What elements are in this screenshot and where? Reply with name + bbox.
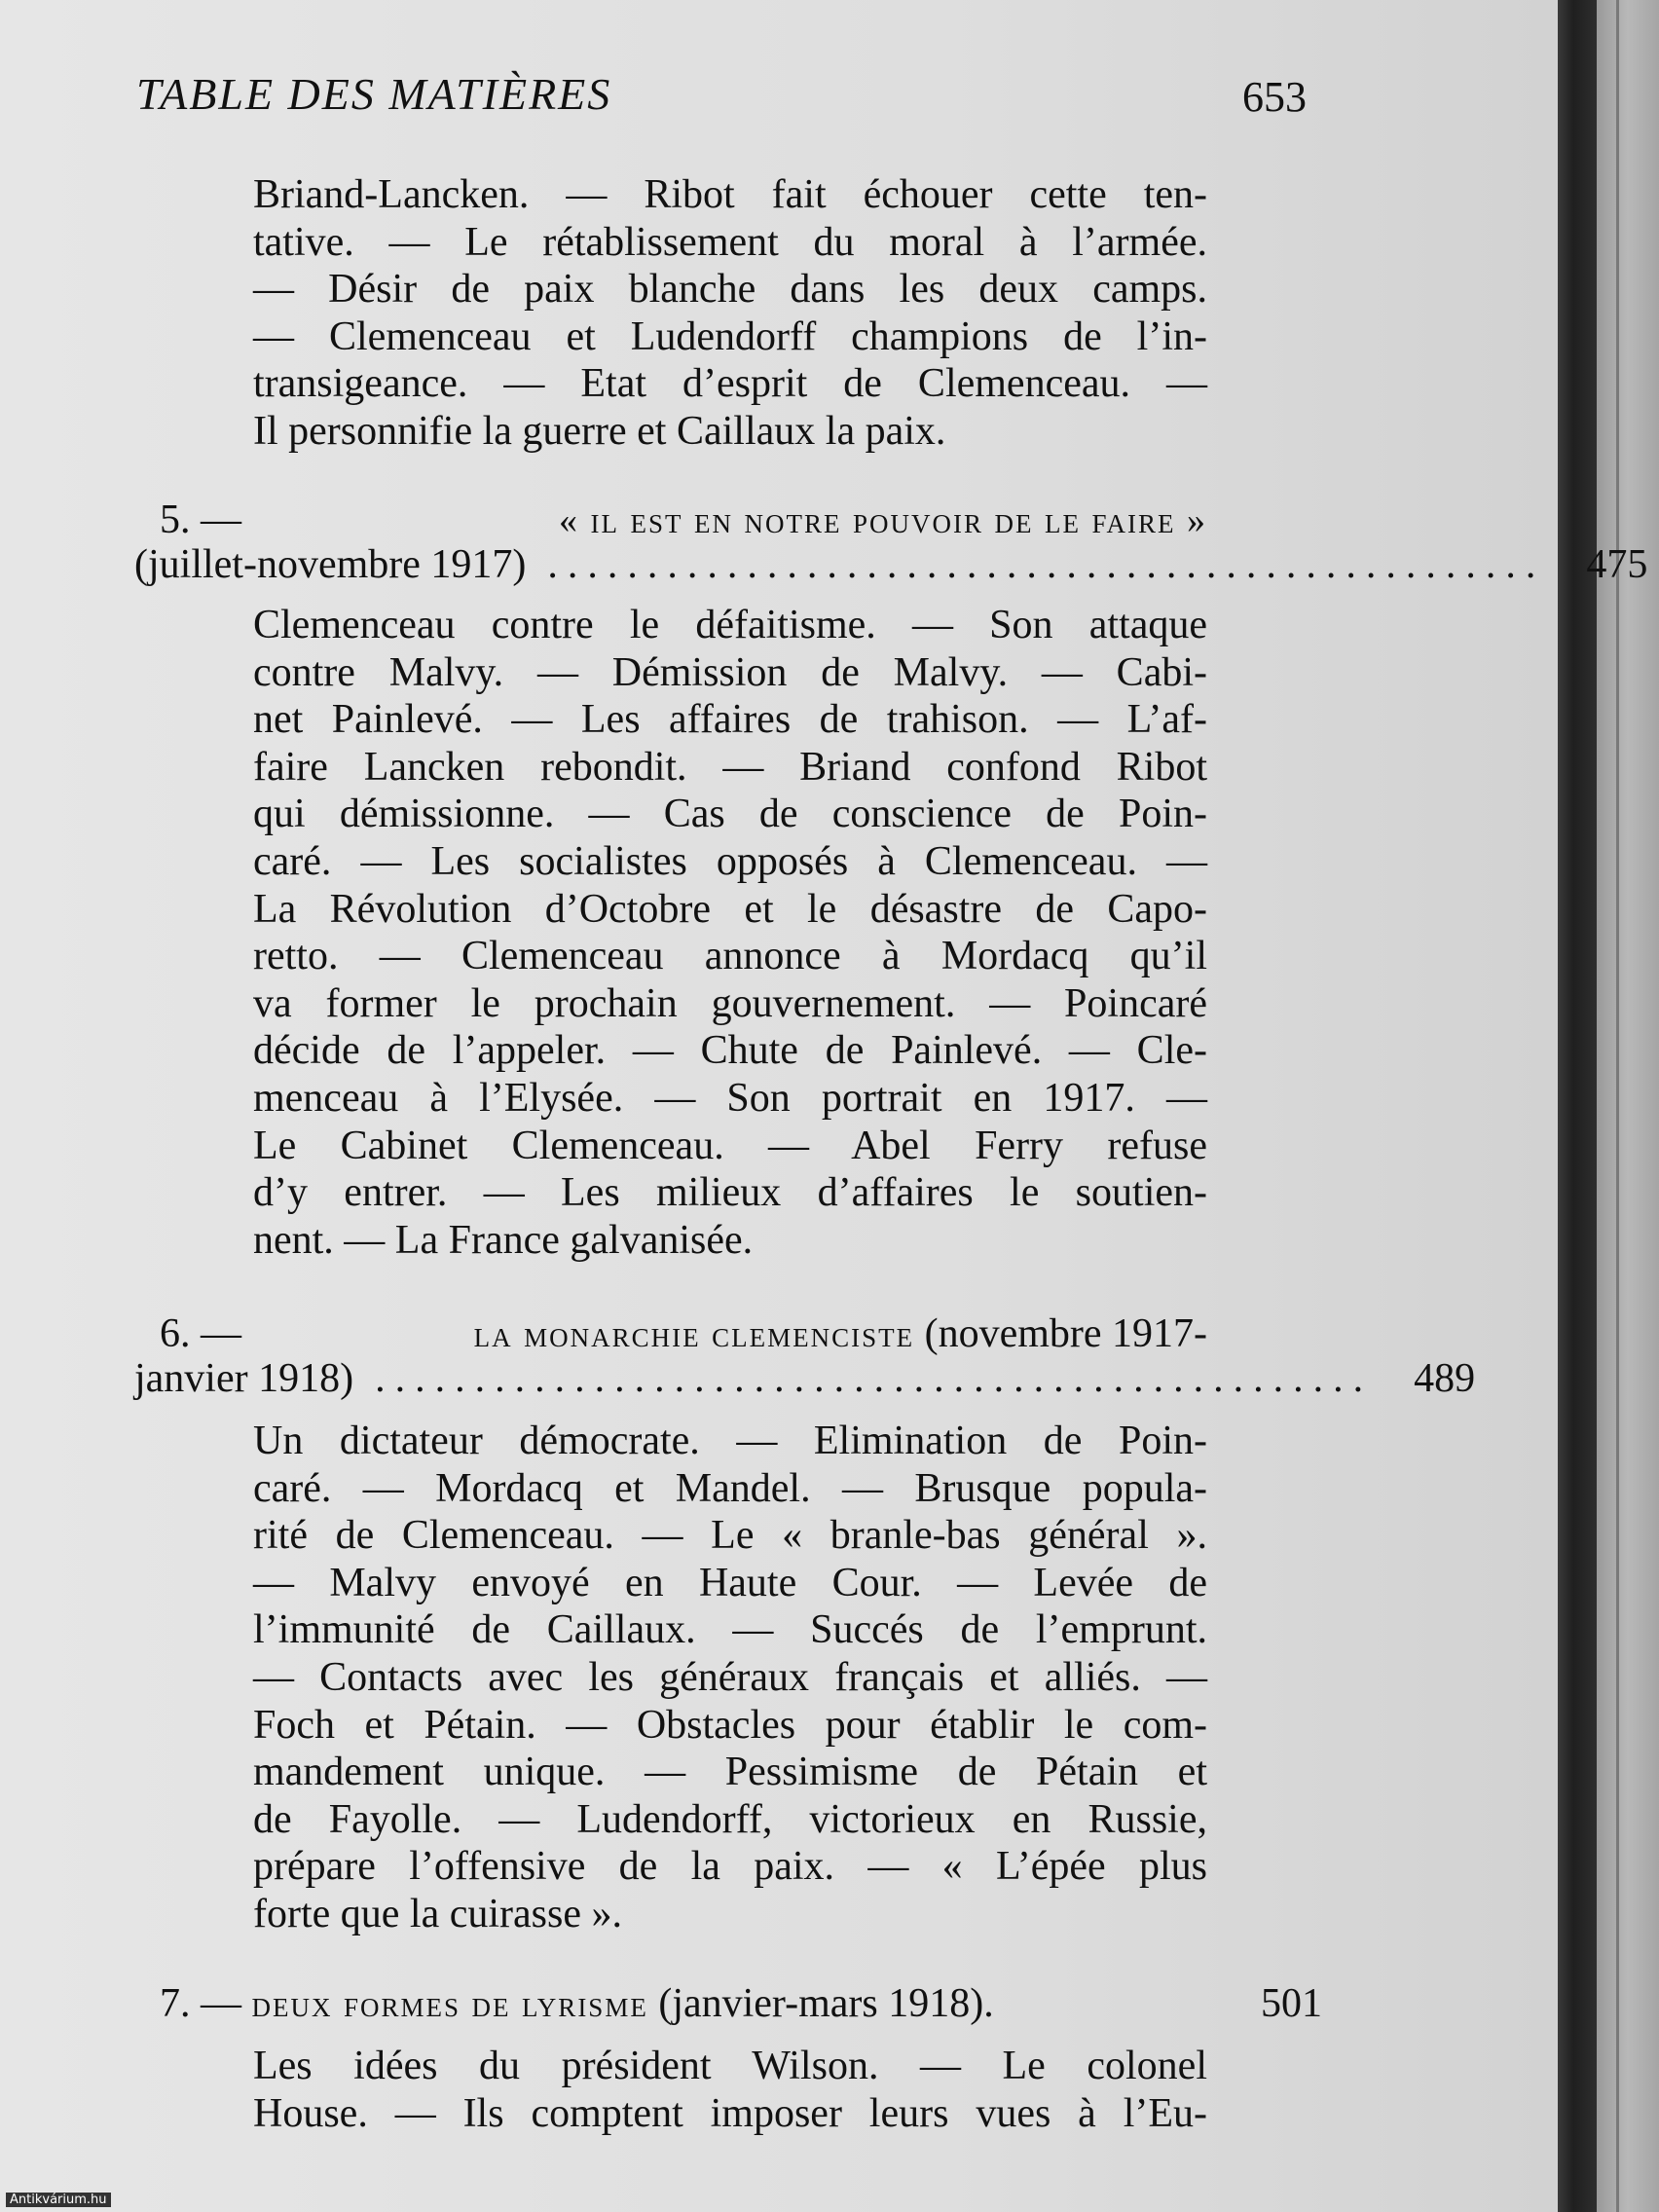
chapter-6-title: la monarchie clemenciste bbox=[473, 1314, 915, 1355]
summary-line: caré. — Les socialistes opposés à Clemenceau. — bbox=[253, 838, 1207, 884]
summary-line: contre Malvy. — Démission de Malvy. — Cabi- bbox=[253, 649, 1207, 695]
chapter-6-page: 489 bbox=[1414, 1356, 1476, 1401]
chapter-7-heading bbox=[160, 1980, 1322, 2027]
chapter-6-number: 6. — bbox=[160, 1311, 241, 1356]
chapter-5-title: « il est en notre pouvoir de le faire » bbox=[559, 500, 1207, 541]
chapter-6-dates-start: (novembre 1917- bbox=[924, 1311, 1207, 1356]
chapter-5-dates-row bbox=[134, 541, 1648, 588]
chapter-6-heading bbox=[160, 1310, 1207, 1357]
summary-line: rité de Clemenceau. — Le « branle-bas général ». bbox=[253, 1513, 1207, 1559]
summary-line: menceau à l’Elysée. — Son portrait en 1917. — bbox=[253, 1075, 1207, 1121]
summary-line: faire Lancken rebondit. — Briand confond Ribot bbox=[253, 744, 1207, 790]
summary-line: net Painlevé. — Les affaires de trahison. — L’af- bbox=[253, 697, 1207, 743]
summary-line: — Désir de paix blanche dans les deux camps. bbox=[253, 267, 1207, 313]
summary-line: l’immunité de Caillaux. — Succés de l’emprunt. bbox=[253, 1607, 1207, 1653]
chapter-5-summary bbox=[253, 602, 1207, 1264]
dot-leader: .................................................. bbox=[547, 542, 1546, 587]
chapter-5-number: 5. — bbox=[160, 498, 241, 542]
chapter-6-summary bbox=[253, 1418, 1207, 1938]
chapter-7-dates: (janvier-mars 1918). bbox=[658, 1981, 994, 2026]
summary-line: caré. — Mordacq et Mandel. — Brusque popula- bbox=[253, 1465, 1207, 1511]
summary-line: qui démissionne. — Cas de conscience de Poin- bbox=[253, 792, 1207, 837]
summary-line: transigeance. — Etat d’esprit de Clemenceau. — bbox=[253, 361, 1207, 407]
summary-line: Un dictateur démocrate. — Elimination de Poin- bbox=[253, 1419, 1207, 1463]
chapter-6-dates-row bbox=[134, 1355, 1476, 1402]
summary-line: va former le prochain gouvernement. — Poincaré bbox=[253, 980, 1207, 1026]
summary-line: — Clemenceau et Ludendorff champions de l’in- bbox=[253, 313, 1207, 359]
summary-line: de Fayolle. — Ludendorff, victorieux en Russie, bbox=[253, 1796, 1207, 1842]
book-edge-line bbox=[1616, 0, 1619, 2212]
summary-line: prépare l’offensive de la paix. — « L’épée plus bbox=[253, 1844, 1207, 1890]
summary-line: Clemenceau contre le défaitisme. — Son attaque bbox=[253, 603, 1207, 647]
chapter-7-page: 501 bbox=[1261, 1981, 1322, 2026]
chapter-5-heading bbox=[160, 497, 1207, 543]
summary-line: Foch et Pétain. — Obstacles pour établir le com- bbox=[253, 1702, 1207, 1748]
summary-line: décide de l’appeler. — Chute de Painlevé. — Cle- bbox=[253, 1028, 1207, 1074]
summary-line: Il personnifie la guerre et Caillaux la paix. bbox=[253, 408, 946, 454]
watermark: Antikvárium.hu bbox=[6, 2193, 111, 2207]
summary-line: mandement unique. — Pessimisme de Pétain et bbox=[253, 1750, 1207, 1795]
chapter-5-dates: (juillet-novembre 1917) bbox=[134, 542, 527, 587]
summary-line: Briand-Lancken. — Ribot fait échouer cette ten- bbox=[253, 172, 1207, 217]
summary-block-continued bbox=[253, 171, 1207, 456]
summary-line: nent. — La France galvanisée. bbox=[253, 1217, 754, 1263]
running-head: TABLE DES MATIÈRES bbox=[136, 69, 612, 119]
page-number: 653 bbox=[1242, 73, 1307, 121]
summary-line: Le Cabinet Clemenceau. — Abel Ferry refuse bbox=[253, 1123, 1207, 1168]
summary-line: forte que la cuirasse ». bbox=[253, 1891, 623, 1936]
chapter-7-summary bbox=[253, 2043, 1207, 2137]
summary-line: La Révolution d’Octobre et le désastre de Capo- bbox=[253, 886, 1207, 932]
book-spine bbox=[1558, 0, 1597, 2212]
summary-line: d’y entrer. — Les milieux d’affaires le soutien- bbox=[253, 1170, 1207, 1216]
summary-line: — Malvy envoyé en Haute Cour. — Levée de bbox=[253, 1560, 1207, 1605]
chapter-5-page: 475 bbox=[1586, 542, 1648, 587]
chapter-7-title: deux formes de lyrisme bbox=[251, 1984, 648, 2025]
chapter-6-dates-end: janvier 1918) bbox=[134, 1356, 354, 1401]
chapter-7-number: 7. — bbox=[160, 1981, 241, 2026]
summary-line: retto. — Clemenceau annonce à Mordacq qu’il bbox=[253, 934, 1207, 979]
summary-line: tative. — Le rétablissement du moral à l’armée. bbox=[253, 219, 1207, 265]
summary-line: — Contacts avec les généraux français et alliés. — bbox=[253, 1654, 1207, 1700]
dot-leader: .................................................. bbox=[375, 1356, 1374, 1401]
book-edge bbox=[1597, 0, 1659, 2212]
summary-line: House. — Ils comptent imposer leurs vues à l’Eu- bbox=[253, 2090, 1207, 2136]
summary-line: Les idées du président Wilson. — Le colonel bbox=[253, 2044, 1207, 2088]
